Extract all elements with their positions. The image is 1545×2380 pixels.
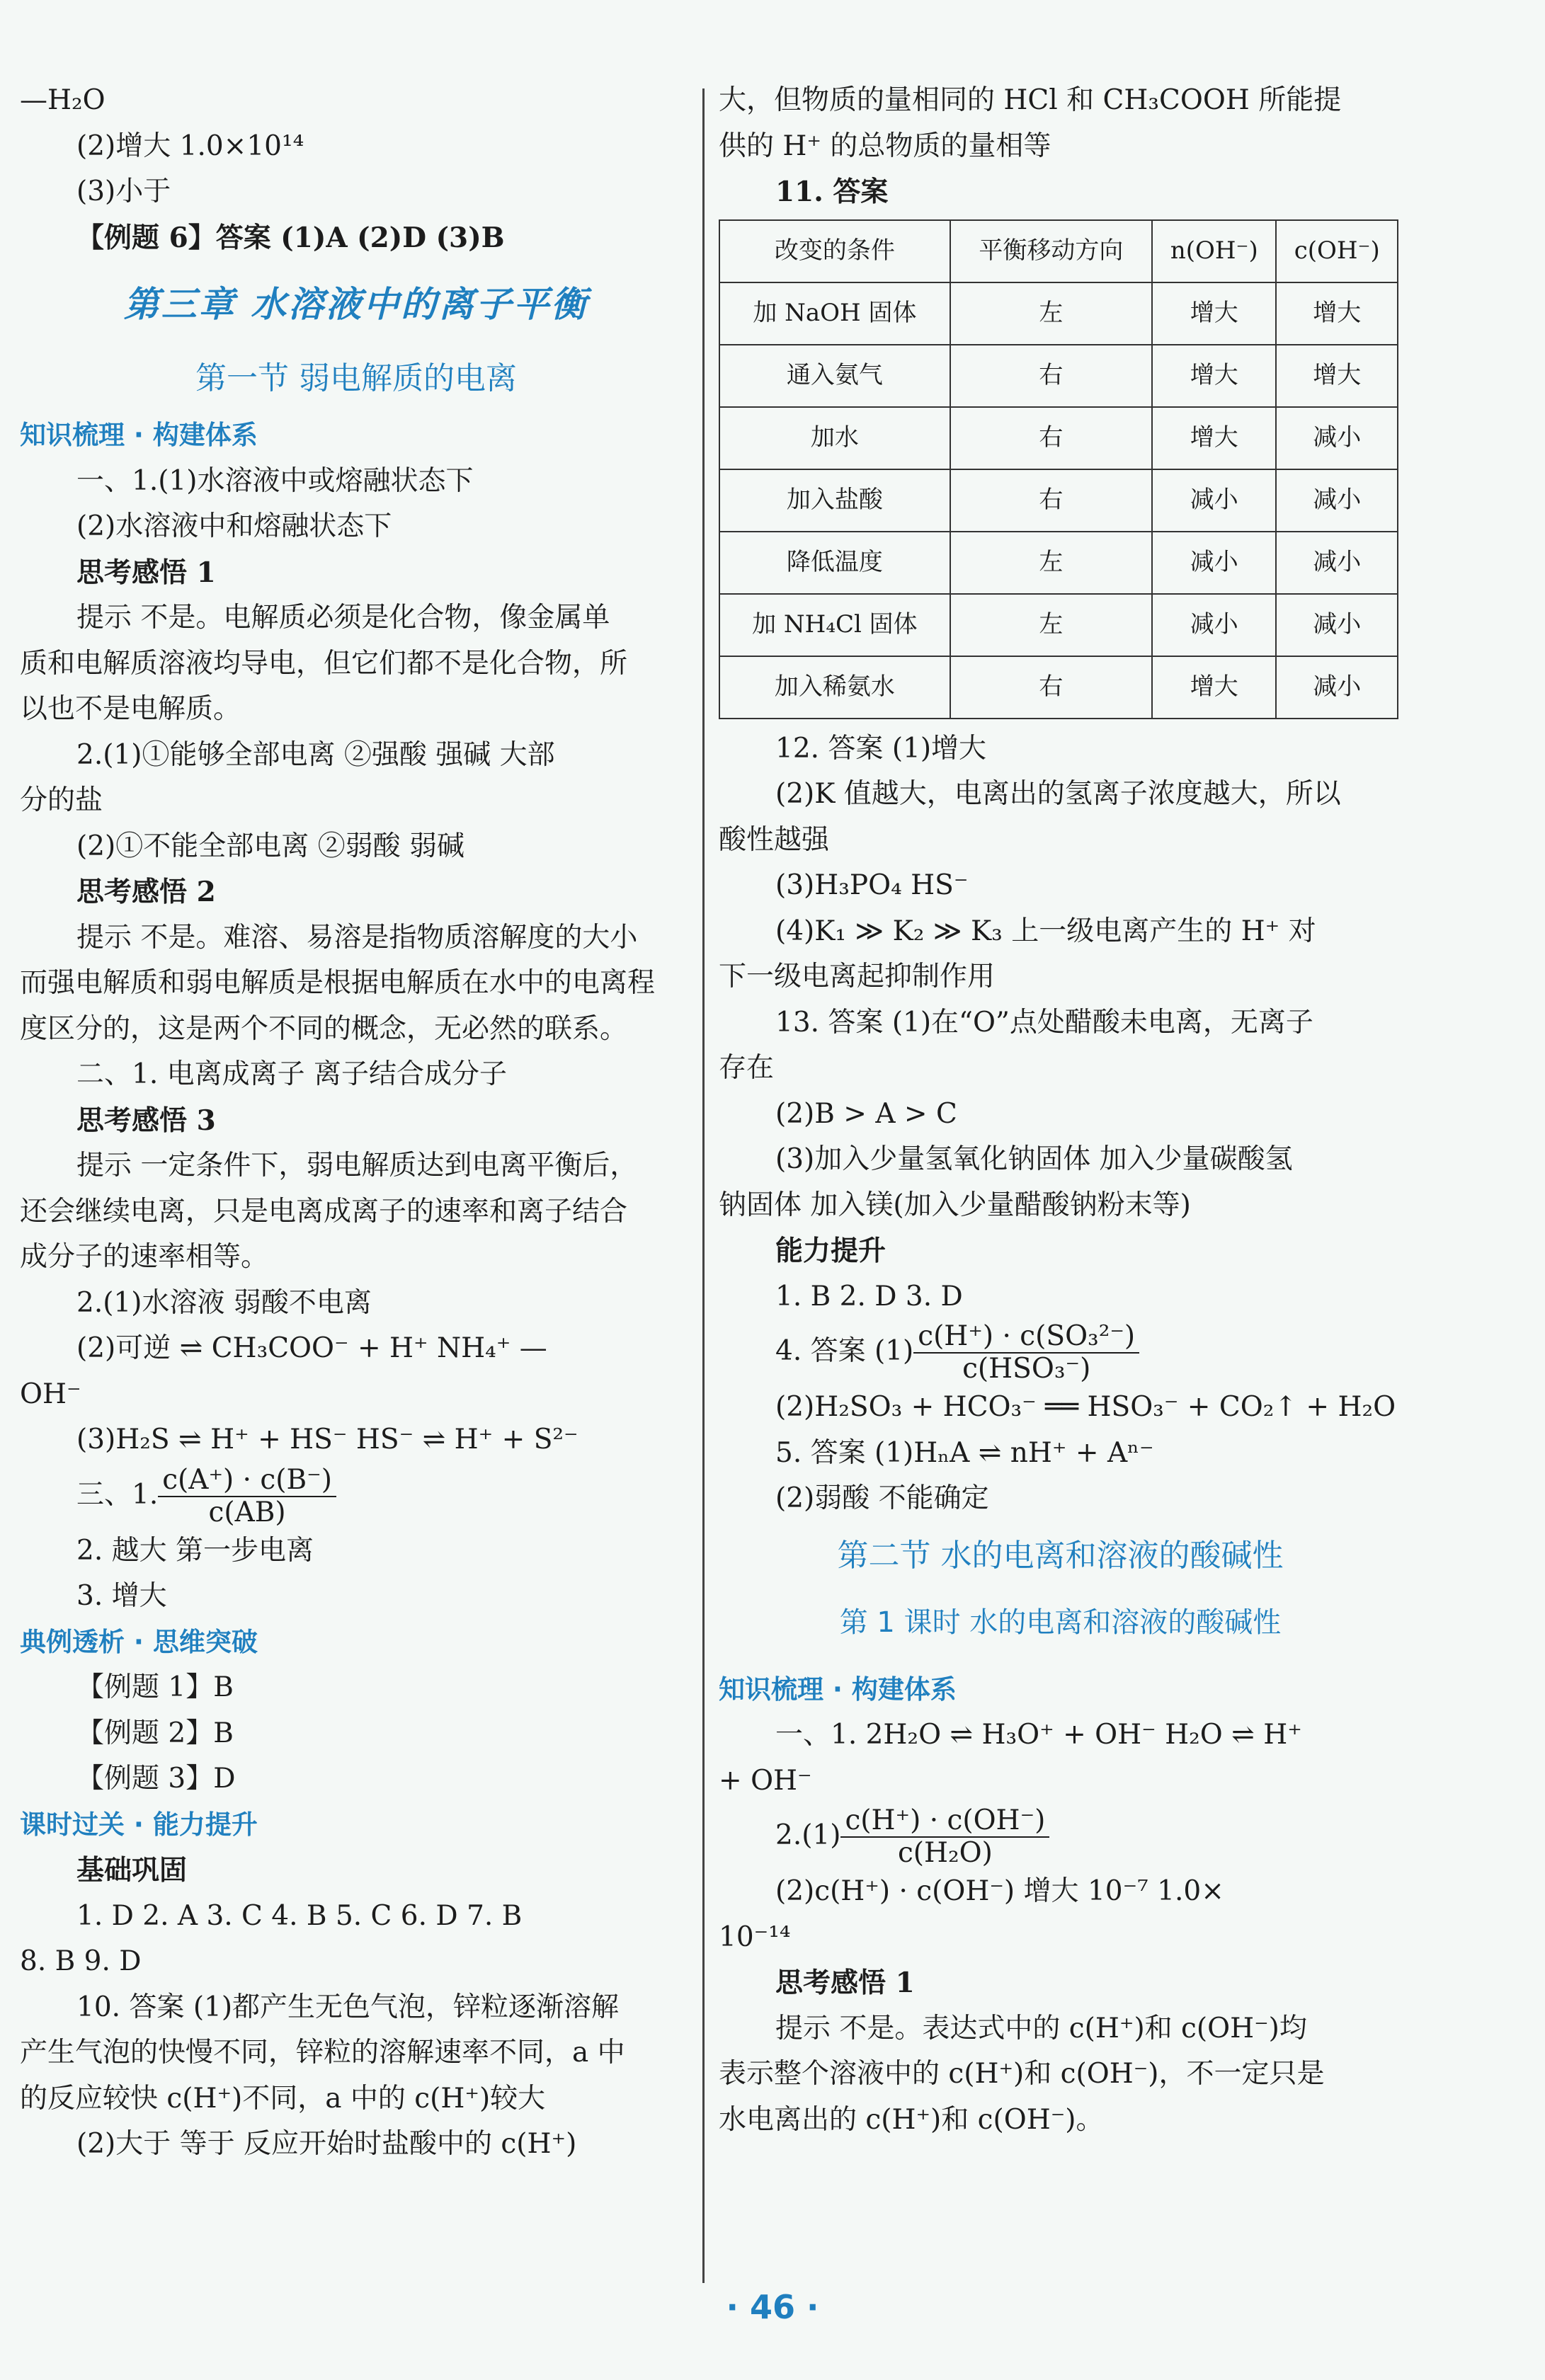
section-title: 第二节 水的电离和溶液的酸碱性 xyxy=(837,1537,1284,1574)
table-cell: 降低温度 xyxy=(719,532,950,594)
hint-line: 质和电解质溶液均导电，但它们都不是化合物，所 xyxy=(20,647,628,680)
text-line: 10. 答案 (1)都产生无色气泡，锌粒逐渐溶解 xyxy=(76,1991,620,2023)
table-cell: 左 xyxy=(950,594,1152,656)
table-cell: 增大 xyxy=(1276,282,1398,345)
table-cell: 加入稀氨水 xyxy=(719,656,950,719)
table-header: 改变的条件 xyxy=(719,220,950,282)
answer-line: 8. B 9. D xyxy=(20,1945,142,1977)
text-line: 下一级电离起抑制作用 xyxy=(719,961,996,992)
table-cell: 右 xyxy=(950,407,1152,469)
text-line: (2)水溶液中和熔融状态下 xyxy=(76,510,392,542)
table-cell: 加入盐酸 xyxy=(719,469,950,532)
text-line: 2.(1)水溶液 弱酸不电离 xyxy=(76,1286,372,1319)
hint-line: 提示 不是。表达式中的 c(H⁺)和 c(OH⁻)均 xyxy=(775,2012,1307,2044)
category-heading: 典例透析 · 思维突破 xyxy=(20,1626,258,1657)
table-row xyxy=(719,656,1398,719)
table-cell: 减小 xyxy=(1152,532,1276,594)
text-line: + OH⁻ xyxy=(719,1764,812,1797)
text-line: (2)B > A > C xyxy=(775,1097,957,1130)
formula-prefix: 2.(1) xyxy=(775,1819,841,1851)
table-cell: 右 xyxy=(950,469,1152,532)
text-line: 供的 H⁺ 的总物质的量相等 xyxy=(719,130,1051,162)
text-line: (3)H₂S ⇌ H⁺ + HS⁻ HS⁻ ⇌ H⁺ + S²⁻ xyxy=(76,1424,578,1455)
text-line: 大，但物质的量相同的 HCl 和 CH₃COOH 所能提 xyxy=(719,84,1342,116)
formula-line xyxy=(20,1463,692,1528)
right-column xyxy=(719,78,1402,2143)
answer-heading: 11. 答案 xyxy=(775,176,889,208)
text-line: OH⁻ xyxy=(20,1378,81,1410)
table-row xyxy=(719,282,1398,345)
table-row xyxy=(719,594,1398,656)
table-cell: 减小 xyxy=(1276,407,1398,469)
fraction xyxy=(158,1465,336,1528)
hint-line: 以也不是电解质。 xyxy=(20,693,241,725)
hint-line: 成分子的速率相等。 xyxy=(20,1241,269,1273)
table-header-row xyxy=(719,220,1398,282)
text-line: 二、1. 电离成离子 离子结合成分子 xyxy=(76,1058,508,1090)
text-line: 钠固体 加入镁(加入少量醋酸钠粉末等) xyxy=(719,1189,1191,1221)
table-header: c(OH⁻) xyxy=(1276,220,1398,282)
hint-line: 提示 一定条件下，弱电解质达到电离平衡后， xyxy=(76,1150,638,1182)
text-line: (2)弱酸 不能确定 xyxy=(775,1482,989,1514)
text-line: (3)H₃PO₄ HS⁻ xyxy=(775,869,969,901)
example-answer: 【例题 2】B xyxy=(76,1717,234,1749)
table-cell: 减小 xyxy=(1152,469,1276,532)
table-cell: 右 xyxy=(950,656,1152,719)
think-heading: 思考感悟 1 xyxy=(775,1967,915,1999)
column-divider xyxy=(702,88,705,2283)
text-line: (2)大于 等于 反应开始时盐酸中的 c(H⁺) xyxy=(76,2128,577,2160)
category-heading: 课时过关 · 能力提升 xyxy=(20,1809,258,1840)
text-line: (3)小于 xyxy=(76,176,171,207)
table-header: 平衡移动方向 xyxy=(950,220,1152,282)
table-row xyxy=(719,345,1398,407)
text-line: 5. 答案 (1)HₙA ⇌ nH⁺ + Aⁿ⁻ xyxy=(775,1436,1154,1469)
table-cell: 加水 xyxy=(719,407,950,469)
table-cell: 加 NH₄Cl 固体 xyxy=(719,594,950,656)
table-cell: 减小 xyxy=(1276,656,1398,719)
example-answer: 【例题 3】D xyxy=(76,1763,236,1795)
think-heading: 思考感悟 2 xyxy=(76,876,216,908)
text-line: 产生气泡的快慢不同，锌粒的溶解速率不同，a 中 xyxy=(20,2037,625,2069)
table-cell: 减小 xyxy=(1276,532,1398,594)
example-6-answer: 【例题 6】答案 (1)A (2)D (3)B xyxy=(76,221,505,254)
left-column xyxy=(20,78,692,2168)
text-line: (2)可逆 ⇌ CH₃COO⁻ + H⁺ NH₄⁺ — xyxy=(76,1332,547,1364)
formula-line xyxy=(719,1320,1402,1385)
formula-prefix: 4. 答案 (1) xyxy=(775,1335,914,1367)
hint-line: 还会继续电离，只是电离成离子的速率和离子结合 xyxy=(20,1195,628,1228)
category-heading: 知识梳理 · 构建体系 xyxy=(719,1674,957,1705)
fraction xyxy=(840,1805,1049,1869)
text-line: (2)①不能全部电离 ②弱酸 弱碱 xyxy=(76,830,465,862)
denominator: c(AB) xyxy=(208,1496,286,1528)
denominator: c(H₂O) xyxy=(897,1837,993,1869)
subheading: 能力提升 xyxy=(775,1235,886,1267)
text-line: (3)加入少量氢氧化钠固体 加入少量碳酸氢 xyxy=(775,1143,1293,1175)
text-line: 存在 xyxy=(719,1052,775,1084)
answer-line: 1. D 2. A 3. C 4. B 5. C 6. D 7. B xyxy=(76,1899,523,1932)
category-heading: 知识梳理 · 构建体系 xyxy=(20,420,258,450)
example-answer: 【例题 1】B xyxy=(76,1671,234,1703)
text-line: 一、1. 2H₂O ⇌ H₃O⁺ + OH⁻ H₂O ⇌ H⁺ xyxy=(775,1719,1302,1751)
think-heading: 思考感悟 3 xyxy=(76,1104,216,1137)
text-line: (2)增大 1.0×10¹⁴ xyxy=(76,130,304,162)
table-row xyxy=(719,407,1398,469)
table-cell: 增大 xyxy=(1152,282,1276,345)
table-header: n(OH⁻) xyxy=(1152,220,1276,282)
hint-line: 提示 不是。电解质必须是化合物，像金属单 xyxy=(76,602,610,634)
hint-line: 提示 不是。难溶、易溶是指物质溶解度的大小 xyxy=(76,921,638,954)
table-row xyxy=(719,469,1398,532)
text-line: (2)K 值越大，电离出的氢离子浓度越大，所以 xyxy=(775,778,1341,810)
subheading: 基础巩固 xyxy=(76,1854,188,1887)
fraction xyxy=(913,1321,1139,1385)
formula-line xyxy=(719,1804,1402,1869)
page-number: · 46 · xyxy=(726,2288,819,2326)
table-cell: 增大 xyxy=(1152,407,1276,469)
text-line: 分的盐 xyxy=(20,784,103,816)
hint-line: 水电离出的 c(H⁺)和 c(OH⁻)。 xyxy=(719,2103,1104,2136)
equilibrium-table xyxy=(719,219,1398,719)
table-cell: 增大 xyxy=(1276,345,1398,407)
hint-line: 而强电解质和弱电解质是根据电解质在水中的电离程 xyxy=(20,967,656,999)
denominator: c(HSO₃⁻) xyxy=(962,1353,1091,1385)
numerator: c(H⁺) · c(SO₃²⁻) xyxy=(913,1321,1139,1354)
text-line: 2. 越大 第一步电离 xyxy=(76,1534,314,1567)
text-line: 酸性越强 xyxy=(719,823,830,856)
think-heading: 思考感悟 1 xyxy=(76,556,216,589)
table-cell: 增大 xyxy=(1152,345,1276,407)
text-line: 一、1.(1)水溶液中或熔融状态下 xyxy=(76,464,474,497)
table-cell: 加 NaOH 固体 xyxy=(719,282,950,345)
text-line: 12. 答案 (1)增大 xyxy=(775,732,987,765)
section-title: 第一节 弱电解质的电离 xyxy=(195,360,517,396)
table-cell: 通入氨气 xyxy=(719,345,950,407)
text-line: (4)K₁ ≫ K₂ ≫ K₃ 上一级电离产生的 H⁺ 对 xyxy=(775,915,1316,947)
table-cell: 左 xyxy=(950,282,1152,345)
table-cell: 左 xyxy=(950,532,1152,594)
text-line: (2)c(H⁺) · c(OH⁻) 增大 10⁻⁷ 1.0× xyxy=(775,1875,1224,1907)
lesson-title: 第 1 课时 水的电离和溶液的酸碱性 xyxy=(839,1606,1282,1639)
table-row xyxy=(719,532,1398,594)
numerator: c(A⁺) · c(B⁻) xyxy=(158,1465,336,1497)
chapter-title: 第三章 水溶液中的离子平衡 xyxy=(123,284,589,325)
text-line: 2.(1)①能够全部电离 ②强酸 强碱 大部 xyxy=(76,738,555,771)
hint-line: 度区分的，这是两个不同的概念，无必然的联系。 xyxy=(20,1012,628,1045)
table-cell: 减小 xyxy=(1276,469,1398,532)
answer-line: 1. B 2. D 3. D xyxy=(775,1280,963,1312)
text-line: (2)H₂SO₃ + HCO₃⁻ ══ HSO₃⁻ + CO₂↑ + H₂O xyxy=(775,1391,1396,1423)
text-line: 的反应较快 c(H⁺)不同，a 中的 c(H⁺)较大 xyxy=(20,2082,546,2115)
text-line: 3. 增大 xyxy=(76,1580,167,1612)
numerator: c(H⁺) · c(OH⁻) xyxy=(840,1805,1049,1838)
table-cell: 减小 xyxy=(1152,594,1276,656)
table-cell: 右 xyxy=(950,345,1152,407)
hint-line: 表示整个溶液中的 c(H⁺)和 c(OH⁻)，不一定只是 xyxy=(719,2058,1325,2090)
table-cell: 增大 xyxy=(1152,656,1276,719)
text-line: 13. 答案 (1)在“O”点处醋酸未电离，无离子 xyxy=(775,1006,1313,1039)
formula-prefix: 三、1. xyxy=(76,1478,159,1511)
table-cell: 减小 xyxy=(1276,594,1398,656)
text-line: 10⁻¹⁴ xyxy=(719,1921,791,1953)
text-line: —H₂O xyxy=(20,84,106,116)
